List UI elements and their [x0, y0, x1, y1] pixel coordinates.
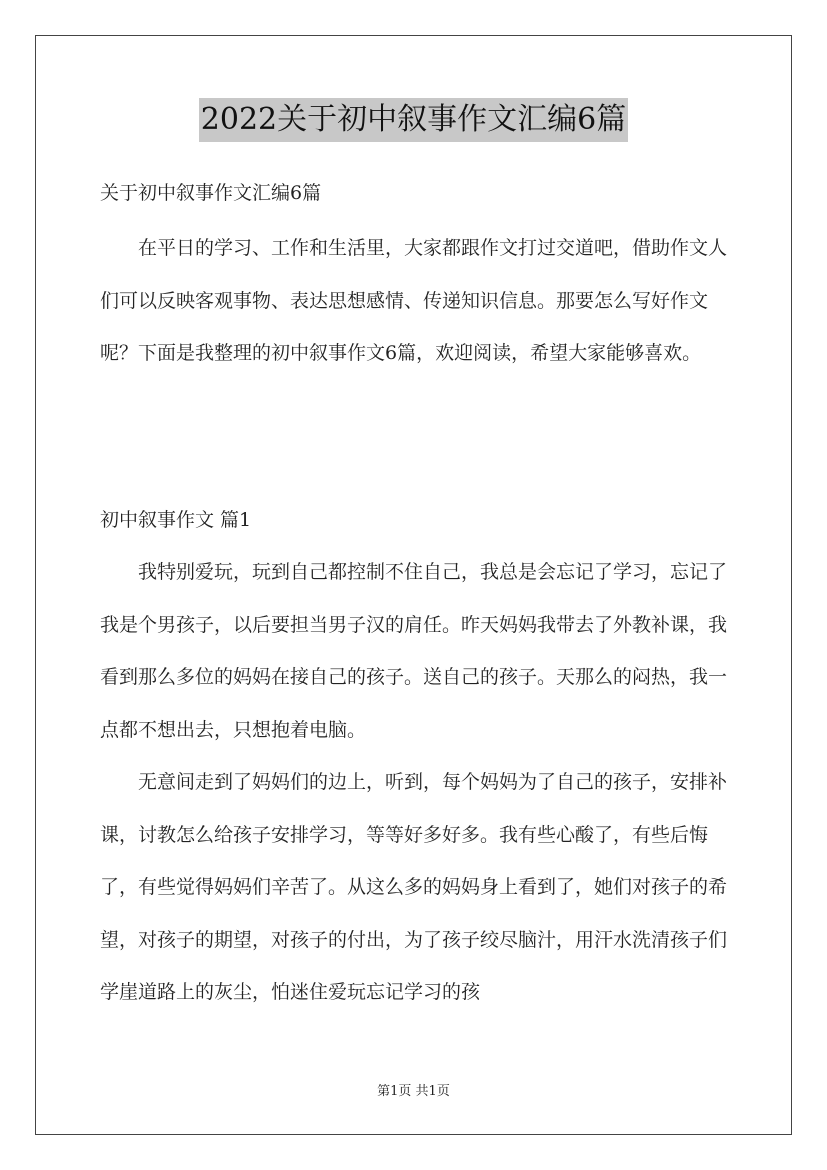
section-paragraph: 无意间走到了妈妈们的边上，听到，每个妈妈为了自己的孩子，安排补课，讨教怎么给孩子安排学习，等等好多好多。我有些心酸了，有些后悔了，有些觉得妈妈们辛苦了。从这么多的妈妈身上看到了，她们对孩子的希望，对孩子的期望，对孩子的付出，为了孩子绞尽脑汁，用汗水洗清孩子们学崖道路上的灰尘，怕迷住爱玩忘记学习的孩 — [100, 771, 728, 1003]
intro-section — [100, 222, 740, 380]
page-footer: 第1页 共1页 — [377, 1084, 450, 1099]
section-heading: 初中叙事作文 篇1 — [100, 509, 252, 531]
section-body — [100, 546, 740, 1019]
document-subtitle: 关于初中叙事作文汇编6篇 — [100, 182, 322, 204]
section-paragraph: 我特别爱玩，玩到自己都控制不住自己，我总是会忘记了学习，忘记了我是个男孩子，以后要担当男子汉的肩任。昨天妈妈我带去了外教补课，我看到那么多位的妈妈在接自己的孩子。送自己的孩子。天那么的闷热，我一点都不想出去，只想抱着电脑。 — [100, 561, 728, 741]
intro-paragraph: 在平日的学习、工作和生活里，大家都跟作文打过交道吧，借助作文人们可以反映客观事物、表达思想感情、传递知识信息。那要怎么写好作文呢？下面是我整理的初中叙事作文6篇，欢迎阅读，希望大家能够喜欢。 — [100, 237, 728, 364]
document-title: 2022关于初中叙事作文汇编6篇 — [199, 98, 628, 142]
title-container — [0, 98, 827, 142]
